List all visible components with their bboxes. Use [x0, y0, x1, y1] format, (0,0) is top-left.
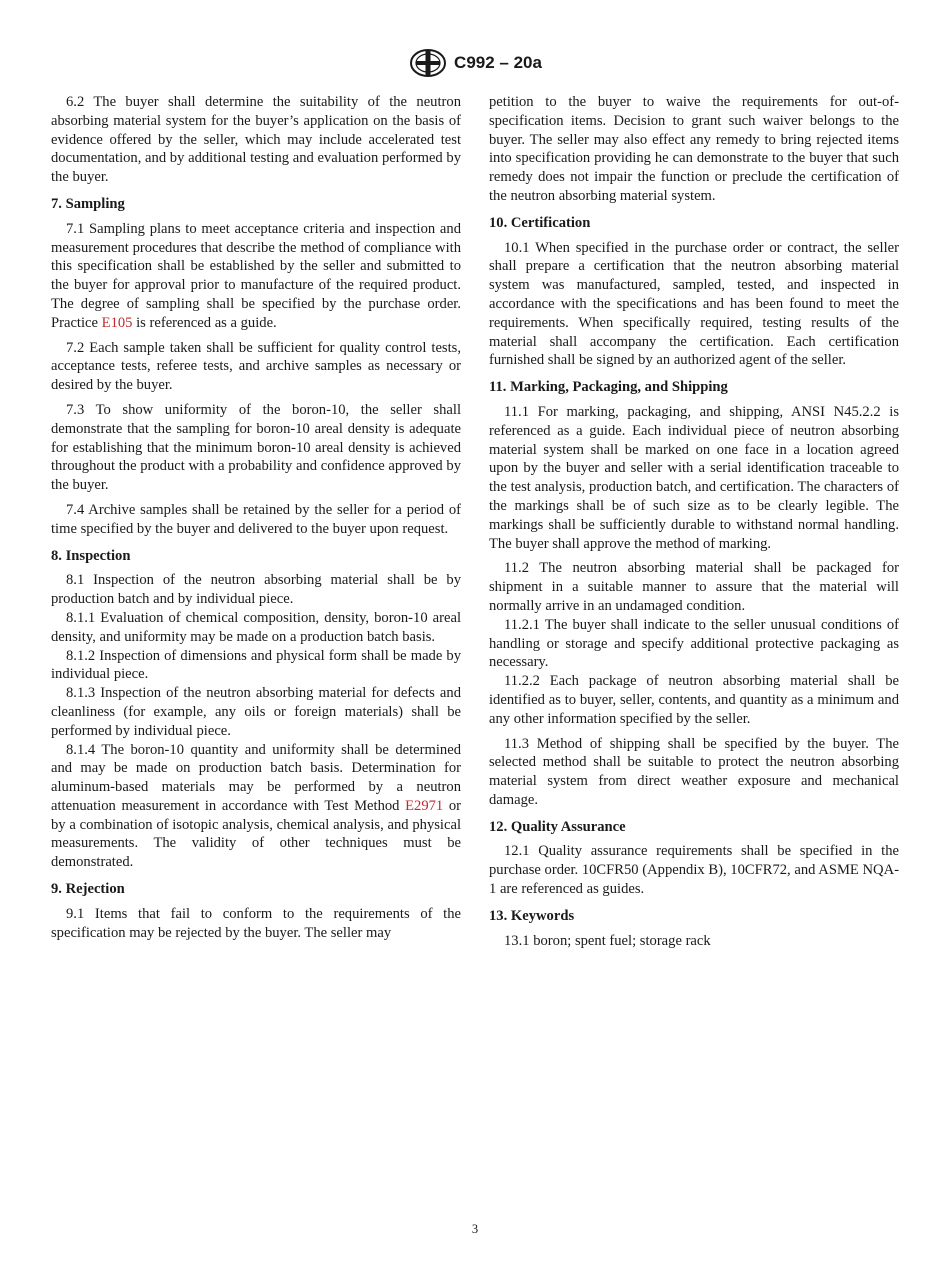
paragraph-8-1-1: 8.1.1 Evaluation of chemical composition, density, boron-10 areal density, and uniformity may be made on a production batch basis. — [51, 609, 461, 645]
paragraph-11-1: 11.1 For marking, packaging, and shipping, ANSI N45.2.2 is referenced as a guide. Each individual piece of neutron absorbing material system shall be marked on one face in a location agreed upon by the buyer and seller with a serial identification traceable to the test analysis, production batch, and certification. The characters of the markings shall be of such size as to be clearly legible. The markings shall be sufficiently durable to withstand normal handling. The buyer shall approve the method of marking. — [489, 403, 899, 552]
paragraph-12-1: 12.1 Quality assurance requirements shall be specified in the purchase order. 10CFR50 (Appendix B), 10CFR72, and ASME NQA-1 are referenced as guides. — [489, 843, 899, 898]
section-10-heading: 10. Certification — [489, 214, 591, 231]
paragraph-7-2: 7.2 Each sample taken shall be sufficient for quality control tests, acceptance tests, referee tests, and archive samples as necessary or desired by the buyer. — [51, 339, 461, 394]
section-12-heading: 12. Quality Assurance — [489, 818, 626, 835]
left-column — [51, 93, 461, 948]
paragraph-13-1: 13.1 boron; spent fuel; storage rack — [504, 932, 711, 949]
paragraph-7-1-text: 7.1 Sampling plans to meet acceptance criteria and inspection and measurement procedures that describe the method of compliance with this specification shall be established by the seller and submitted to the buyer for approval prior to manufacture of the required product. The degree of sampling shall be specified by the purchase order. Practice — [51, 220, 461, 331]
section-9-heading: 9. Rejection — [51, 881, 125, 898]
paragraph-9-1: 9.1 Items that fail to conform to the requirements of the specification may be rejected by the buyer. The seller may — [51, 905, 461, 941]
paragraph-10-1: 10.1 When specified in the purchase order or contract, the seller shall prepare a certification that the neutron absorbing material system was manufactured, sampled, tested, and inspected in accordance with the specifications and has been found to meet the requirements. When specifically required, testing results of the material shall accompany the certification. Each certification furnished shall be signed by an authorized agent of the seller. — [489, 239, 899, 369]
paragraph-11-2: 11.2 The neutron absorbing material shall be packaged for shipment in a suitable manner to assure that the material will normally arrive in an undamaged condition. — [489, 560, 899, 614]
paragraph-8-1-2: 8.1.2 Inspection of dimensions and physical form shall be made by individual piece. — [51, 647, 461, 683]
paragraph-7-4: 7.4 Archive samples shall be retained by the seller for a period of time specified by the buyer and delivered to the buyer upon request. — [51, 501, 461, 537]
paragraph-6-2: 6.2 The buyer shall determine the suitability of the neutron absorbing material system for the buyer’s application on the basis of evidence offered by the seller, which may include accelerated test documentation, and by additional testing and evaluation performed by the buyer. — [51, 94, 461, 186]
e2971-link[interactable]: E2971 — [405, 797, 444, 814]
e105-link[interactable]: E105 — [101, 314, 133, 331]
paragraph-7-1-tail: is referenced as a guide. — [132, 314, 277, 331]
paragraph-11-2-2: 11.2.2 Each package of neutron absorbing material shall be identified as to buyer, seller, contents, and quantity as a minimum and any other information specified by the seller. — [489, 673, 899, 727]
paragraph-11-3: 11.3 Method of shipping shall be specified by the buyer. The selected method shall be suitable to protect the neutron absorbing material system from direct weather exposure and mechanical damage. — [489, 735, 899, 808]
paragraph-8-1-4 — [51, 741, 461, 873]
astm-logo-icon — [408, 48, 448, 78]
paragraph-8-1-3: 8.1.3 Inspection of the neutron absorbing material for defects and cleanliness (for example, any oils or foreign materials) shall be performed by individual piece. — [51, 685, 461, 739]
section-8-heading: 8. Inspection — [51, 547, 131, 564]
section-13-heading: 13. Keywords — [489, 907, 575, 924]
paragraph-7-3: 7.3 To show uniformity of the boron-10, the seller shall demonstrate that the sampling for boron-10 areal density is adequate for establishing that the minimum boron-10 areal density is achieved throughout the product with a probability and confidence approved by the buyer. — [51, 401, 461, 494]
page-header — [0, 48, 950, 78]
paragraph-9-1-continued: petition to the buyer to waive the requirements for out-of-specification items. Decision to grant such waiver belongs to the buyer. The seller may also effect any remedy to bring rejected items into specification providing he can demonstrate to the buyer that such remedy does not impair the function or preclude the certification of the neutron absorbing material system. — [489, 94, 899, 204]
section-7-heading: 7. Sampling — [51, 195, 125, 212]
right-column — [489, 93, 899, 956]
page-number: 3 — [471, 1222, 479, 1236]
paragraph-11-2-1: 11.2.1 The buyer shall indicate to the seller unusual conditions of handling or storage and specify additional protective packaging as necessary. — [489, 616, 899, 671]
paragraph-8-1: 8.1 Inspection of the neutron absorbing material shall be by production batch and by individual piece. — [51, 572, 461, 608]
standard-designation: C992 – 20a — [454, 53, 542, 72]
paragraph-8-1-4-tail: or by a combination of isotopic analysis, chemical analysis, and physical measurements. The validity of other techniques must be demonstrated. — [51, 797, 461, 871]
paragraph-7-1 — [51, 220, 461, 333]
section-11-heading: 11. Marking, Packaging, and Shipping — [489, 379, 728, 396]
paragraph-8-1-4-text: 8.1.4 The boron-10 quantity and uniformity shall be determined and may be made on production batch basis. Determination for aluminum-based materials may be performed by a neutron attenuation measurement in accordance with Test Method — [51, 741, 461, 814]
